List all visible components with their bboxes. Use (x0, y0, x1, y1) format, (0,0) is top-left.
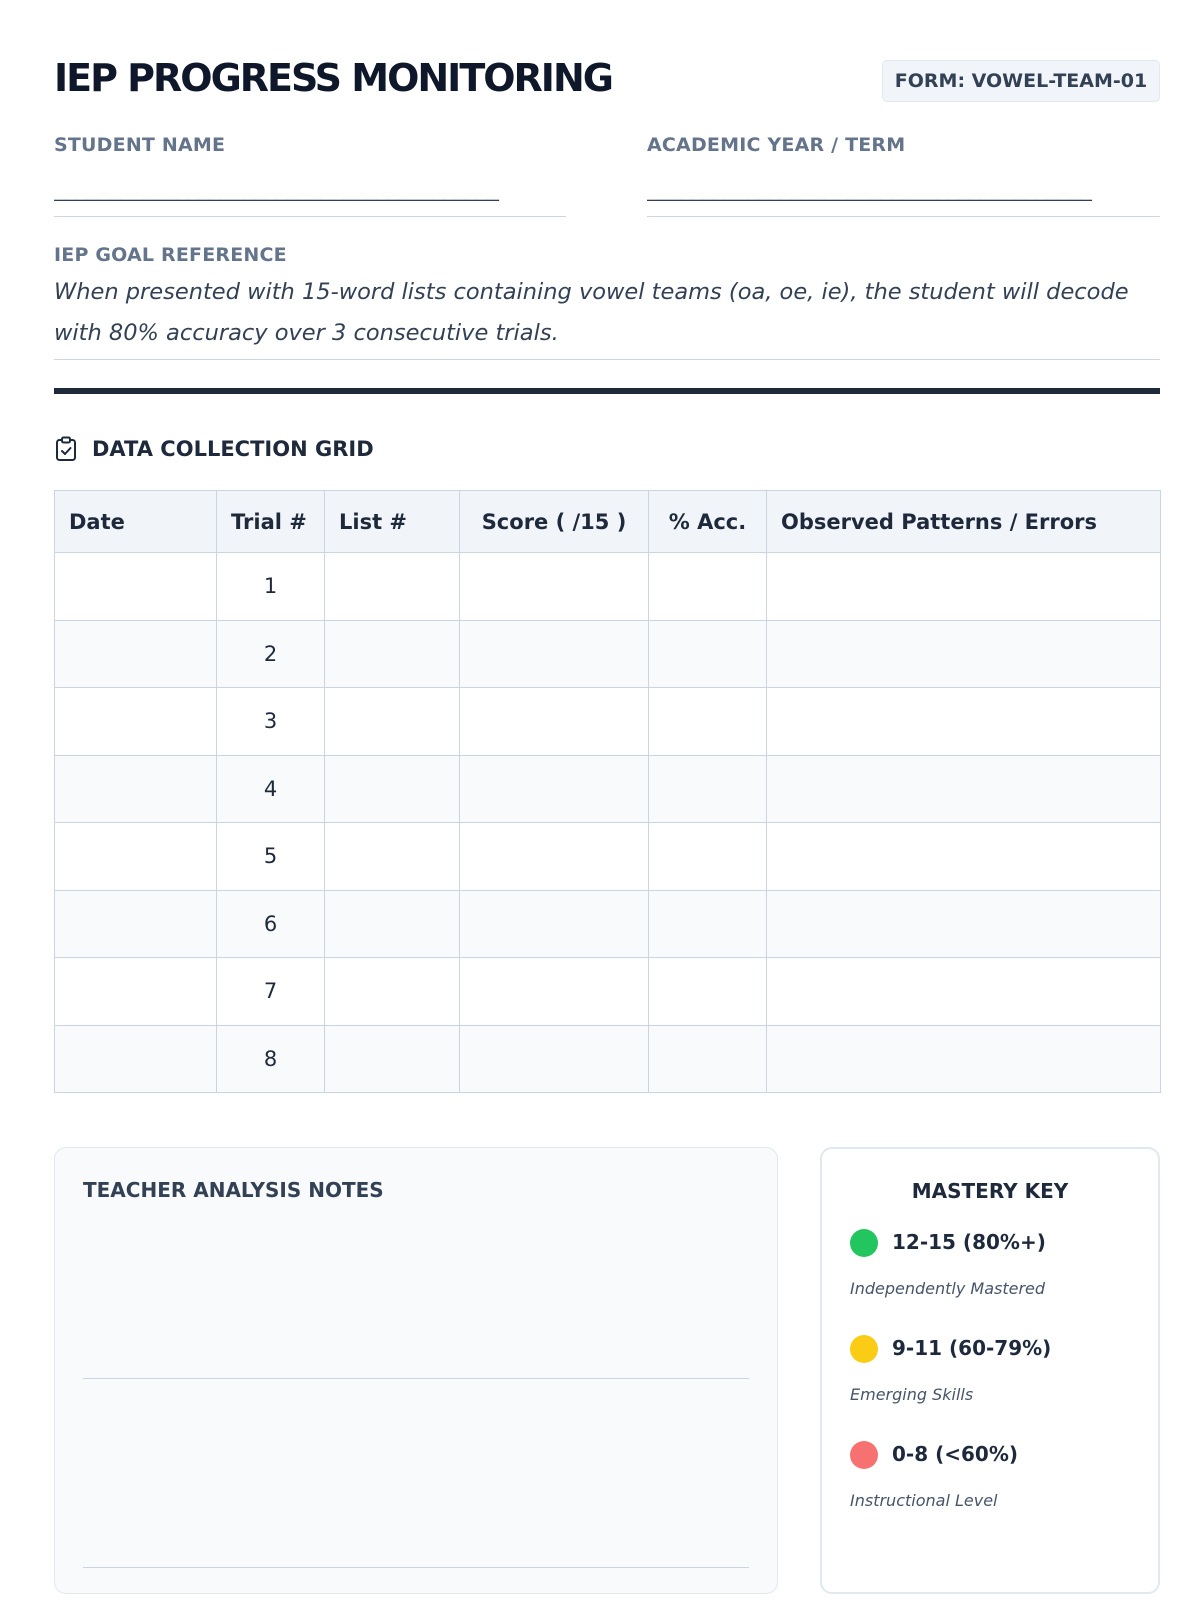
table-row (55, 755, 1161, 823)
trial-cell: 1 (217, 553, 325, 621)
score-cell[interactable] (460, 688, 649, 756)
mastery-range: 12-15 (80%+) (892, 1230, 1046, 1254)
trial-cell: 3 (217, 688, 325, 756)
student-name-label: STUDENT NAME (54, 134, 226, 156)
accuracy-cell[interactable] (649, 890, 767, 958)
date-cell[interactable] (55, 890, 217, 958)
observations-cell[interactable] (767, 688, 1161, 756)
goal-underline (54, 359, 1160, 360)
trial-cell: 4 (217, 755, 325, 823)
list-cell[interactable] (325, 688, 460, 756)
status-dot-icon (850, 1229, 878, 1257)
table-row (55, 823, 1161, 891)
data-collection-grid (54, 490, 1161, 1093)
teacher-notes-title: TEACHER ANALYSIS NOTES (83, 1178, 384, 1202)
list-cell[interactable] (325, 755, 460, 823)
trial-cell: 7 (217, 958, 325, 1026)
accuracy-cell[interactable] (649, 688, 767, 756)
table-row (55, 890, 1161, 958)
accuracy-cell[interactable] (649, 553, 767, 621)
notes-rule (83, 1567, 749, 1568)
table-row (55, 958, 1161, 1026)
teacher-notes-panel[interactable] (54, 1147, 778, 1594)
accuracy-cell[interactable] (649, 755, 767, 823)
observations-cell[interactable] (767, 1025, 1161, 1093)
score-cell[interactable] (460, 890, 649, 958)
observations-cell[interactable] (767, 620, 1161, 688)
term-field[interactable]: ________________________________________ (647, 180, 1092, 202)
grid-heading (54, 436, 374, 462)
column-header-trial: Trial # (217, 491, 325, 553)
score-cell[interactable] (460, 1025, 649, 1093)
trial-cell: 6 (217, 890, 325, 958)
observations-cell[interactable] (767, 823, 1161, 891)
table-row (55, 688, 1161, 756)
clipboard-check-icon (54, 436, 78, 462)
date-cell[interactable] (55, 553, 217, 621)
accuracy-cell[interactable] (649, 620, 767, 688)
student-name-underline (54, 216, 566, 217)
mastery-description: Independently Mastered (850, 1279, 1046, 1298)
list-cell[interactable] (325, 1025, 460, 1093)
trial-cell: 5 (217, 823, 325, 891)
mastery-description: Instructional Level (850, 1491, 998, 1510)
column-header-list: List # (325, 491, 460, 553)
mastery-key-title: MASTERY KEY (911, 1179, 1069, 1203)
goal-label: IEP GOAL REFERENCE (54, 244, 287, 266)
observations-cell[interactable] (767, 553, 1161, 621)
score-cell[interactable] (460, 755, 649, 823)
form-id-badge: FORM: VOWEL-TEAM-01 (882, 60, 1160, 102)
column-header-score: Score ( /15 ) (460, 491, 649, 553)
term-underline (647, 216, 1160, 217)
status-dot-icon (850, 1335, 878, 1363)
date-cell[interactable] (55, 755, 217, 823)
column-header-date: Date (55, 491, 217, 553)
list-cell[interactable] (325, 553, 460, 621)
mastery-description: Emerging Skills (850, 1385, 974, 1404)
observations-cell[interactable] (767, 890, 1161, 958)
score-cell[interactable] (460, 958, 649, 1026)
score-cell[interactable] (460, 620, 649, 688)
accuracy-cell[interactable] (649, 823, 767, 891)
grid-header-row (55, 491, 1161, 553)
accuracy-cell[interactable] (649, 1025, 767, 1093)
date-cell[interactable] (55, 1025, 217, 1093)
section-divider (54, 388, 1160, 394)
trial-cell: 8 (217, 1025, 325, 1093)
notes-rule (83, 1378, 749, 1379)
status-dot-icon (850, 1441, 878, 1469)
trial-cell: 2 (217, 620, 325, 688)
date-cell[interactable] (55, 620, 217, 688)
date-cell[interactable] (55, 823, 217, 891)
date-cell[interactable] (55, 688, 217, 756)
student-name-field[interactable]: ________________________________________ (54, 180, 499, 202)
goal-text: When presented with 15-word lists containing vowel teams (oa, oe, ie), the student will decode with 80% accuracy over 3 consecutive trials. (54, 279, 1129, 346)
mastery-range: 9-11 (60-79%) (892, 1336, 1052, 1360)
date-cell[interactable] (55, 958, 217, 1026)
score-cell[interactable] (460, 553, 649, 621)
observations-cell[interactable] (767, 755, 1161, 823)
list-cell[interactable] (325, 958, 460, 1026)
observations-cell[interactable] (767, 958, 1161, 1026)
accuracy-cell[interactable] (649, 958, 767, 1026)
term-label: ACADEMIC YEAR / TERM (647, 134, 906, 156)
page-title: IEP PROGRESS MONITORING (54, 56, 612, 100)
list-cell[interactable] (325, 890, 460, 958)
table-row (55, 1025, 1161, 1093)
table-row (55, 553, 1161, 621)
column-header-observations: Observed Patterns / Errors (767, 491, 1161, 553)
list-cell[interactable] (325, 620, 460, 688)
table-row (55, 620, 1161, 688)
mastery-key-panel (820, 1147, 1160, 1594)
grid-title: DATA COLLECTION GRID (92, 437, 374, 461)
score-cell[interactable] (460, 823, 649, 891)
mastery-range: 0-8 (<60%) (892, 1442, 1019, 1466)
list-cell[interactable] (325, 823, 460, 891)
column-header-accuracy: % Acc. (649, 491, 767, 553)
